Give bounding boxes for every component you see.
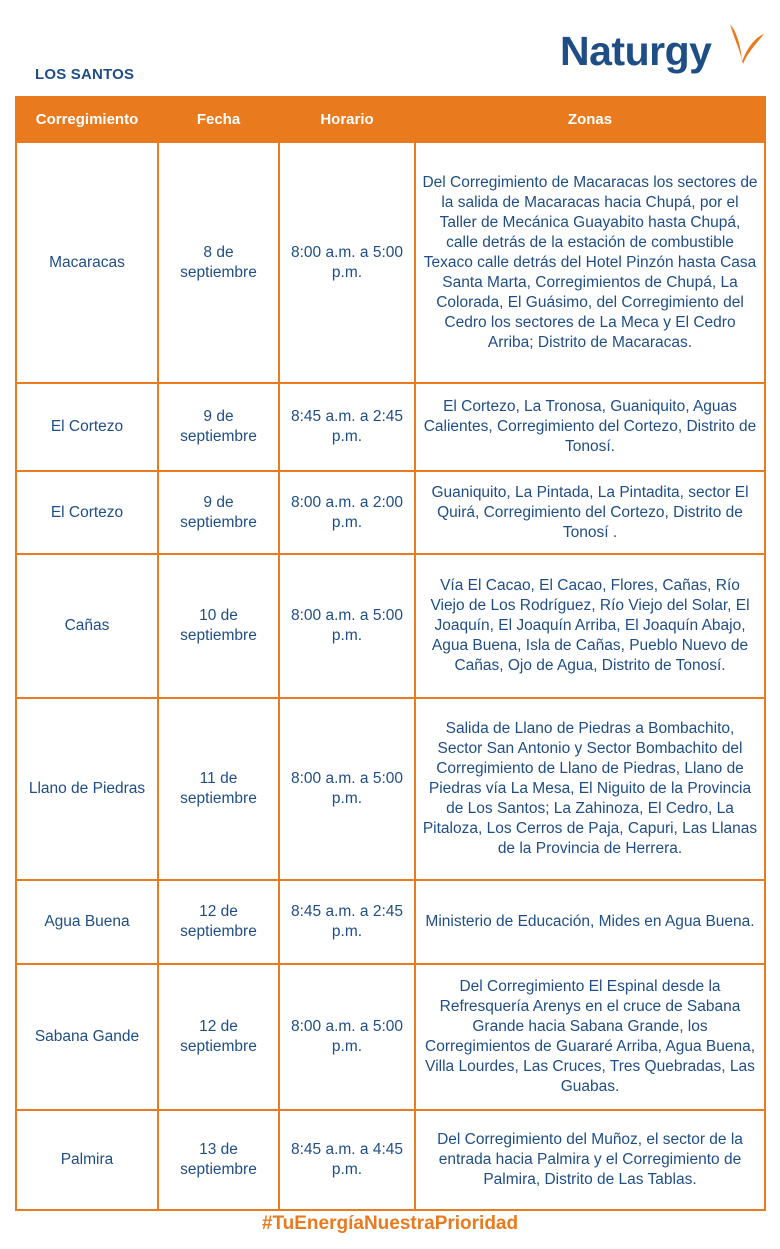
cell-horario: 8:00 a.m. a 2:00 p.m. bbox=[279, 471, 415, 554]
table-row bbox=[16, 471, 765, 554]
cell-corregimiento: Llano de Piedras bbox=[16, 698, 158, 880]
cell-horario: 8:00 a.m. a 5:00 p.m. bbox=[279, 142, 415, 383]
cell-horario: 8:00 a.m. a 5:00 p.m. bbox=[279, 554, 415, 698]
cell-zonas: Del Corregimiento de Macaracas los sectores de la salida de Macaracas hacia Chupá, por el Taller de Mecánica Guayabito hasta Chupá, calle detrás de la estación de combustible Texaco calle detrás del Hotel Pinzón hasta Casa Santa Marta, Corregimientos de Chupá, La Colorada, El Guásimo, del Corregimiento del Cedro los sectores de La Meca y El Cedro Arriba; Distrito de Macaracas. bbox=[415, 142, 765, 383]
region-title: LOS SANTOS bbox=[35, 66, 135, 83]
cell-zonas: El Cortezo, La Tronosa, Guaniquito, Aguas Calientes, Corregimiento del Cortezo, Distrito de Tonosí. bbox=[415, 383, 765, 471]
cell-corregimiento: El Cortezo bbox=[16, 383, 158, 471]
header-zonas: Zonas bbox=[415, 97, 765, 142]
hashtag-footer: #TuEnergíaNuestraPrioridad bbox=[261, 1213, 519, 1234]
schedule-table bbox=[15, 96, 766, 1211]
table-row bbox=[16, 1110, 765, 1210]
cell-horario: 8:45 a.m. a 2:45 p.m. bbox=[279, 880, 415, 964]
cell-horario: 8:45 a.m. a 2:45 p.m. bbox=[279, 383, 415, 471]
table-header-row bbox=[16, 97, 765, 142]
butterfly-logo-icon bbox=[726, 22, 766, 66]
cell-zonas: Del Corregimiento del Muñoz, el sector de la entrada hacia Palmira y el Corregimiento de Palmira, Distrito de Las Tablas. bbox=[415, 1110, 765, 1210]
table-row bbox=[16, 964, 765, 1110]
cell-fecha: 9 de septiembre bbox=[158, 383, 279, 471]
header-fecha: Fecha bbox=[158, 97, 279, 142]
cell-corregimiento: El Cortezo bbox=[16, 471, 158, 554]
cell-horario: 8:45 a.m. a 4:45 p.m. bbox=[279, 1110, 415, 1210]
cell-zonas: Guaniquito, La Pintada, La Pintadita, sector El Quirá, Corregimiento del Cortezo, Distrito de Tonosí . bbox=[415, 471, 765, 554]
table-row bbox=[16, 383, 765, 471]
cell-fecha: 11 de septiembre bbox=[158, 698, 279, 880]
logo-wordmark: Naturgy bbox=[560, 28, 712, 74]
header-corregimiento: Corregimiento bbox=[16, 97, 158, 142]
table-row bbox=[16, 142, 765, 383]
table-row bbox=[16, 698, 765, 880]
cell-corregimiento: Cañas bbox=[16, 554, 158, 698]
cell-corregimiento: Macaracas bbox=[16, 142, 158, 383]
cell-fecha: 12 de septiembre bbox=[158, 880, 279, 964]
cell-horario: 8:00 a.m. a 5:00 p.m. bbox=[279, 698, 415, 880]
cell-fecha: 8 de septiembre bbox=[158, 142, 279, 383]
header-horario: Horario bbox=[279, 97, 415, 142]
cell-corregimiento: Palmira bbox=[16, 1110, 158, 1210]
cell-fecha: 13 de septiembre bbox=[158, 1110, 279, 1210]
cell-horario: 8:00 a.m. a 5:00 p.m. bbox=[279, 964, 415, 1110]
naturgy-logo bbox=[560, 22, 765, 82]
table-row bbox=[16, 880, 765, 964]
cell-zonas: Salida de Llano de Piedras a Bombachito, Sector San Antonio y Sector Bombachito del Corregimiento de Llano de Piedras, Llano de Piedras vía La Mesa, El Niguito de la Provincia de Los Santos; La Zahinoza, El Cedro, La Pitaloza, Los Cerros de Paja, Capuri, Las Llanas de la Provincia de Herrera. bbox=[415, 698, 765, 880]
cell-zonas: Ministerio de Educación, Mides en Agua Buena. bbox=[415, 880, 765, 964]
table-row bbox=[16, 554, 765, 698]
cell-fecha: 10 de septiembre bbox=[158, 554, 279, 698]
cell-fecha: 12 de septiembre bbox=[158, 964, 279, 1110]
cell-corregimiento: Sabana Gande bbox=[16, 964, 158, 1110]
cell-fecha: 9 de septiembre bbox=[158, 471, 279, 554]
cell-corregimiento: Agua Buena bbox=[16, 880, 158, 964]
cell-zonas: Del Corregimiento El Espinal desde la Refresquería Arenys en el cruce de Sabana Grande hacia Sabana Grande, los Corregimientos de Guararé Arriba, Agua Buena, Villa Lourdes, Las Cruces, Tres Quebradas, Las Guabas. bbox=[415, 964, 765, 1110]
cell-zonas: Vía El Cacao, El Cacao, Flores, Cañas, Río Viejo de Los Rodríguez, Río Viejo del Solar, El Joaquín, El Joaquín Arriba, El Joaquín Abajo, Agua Buena, Isla de Cañas, Pueblo Nuevo de Cañas, Ojo de Agua, Distrito de Tonosí. bbox=[415, 554, 765, 698]
